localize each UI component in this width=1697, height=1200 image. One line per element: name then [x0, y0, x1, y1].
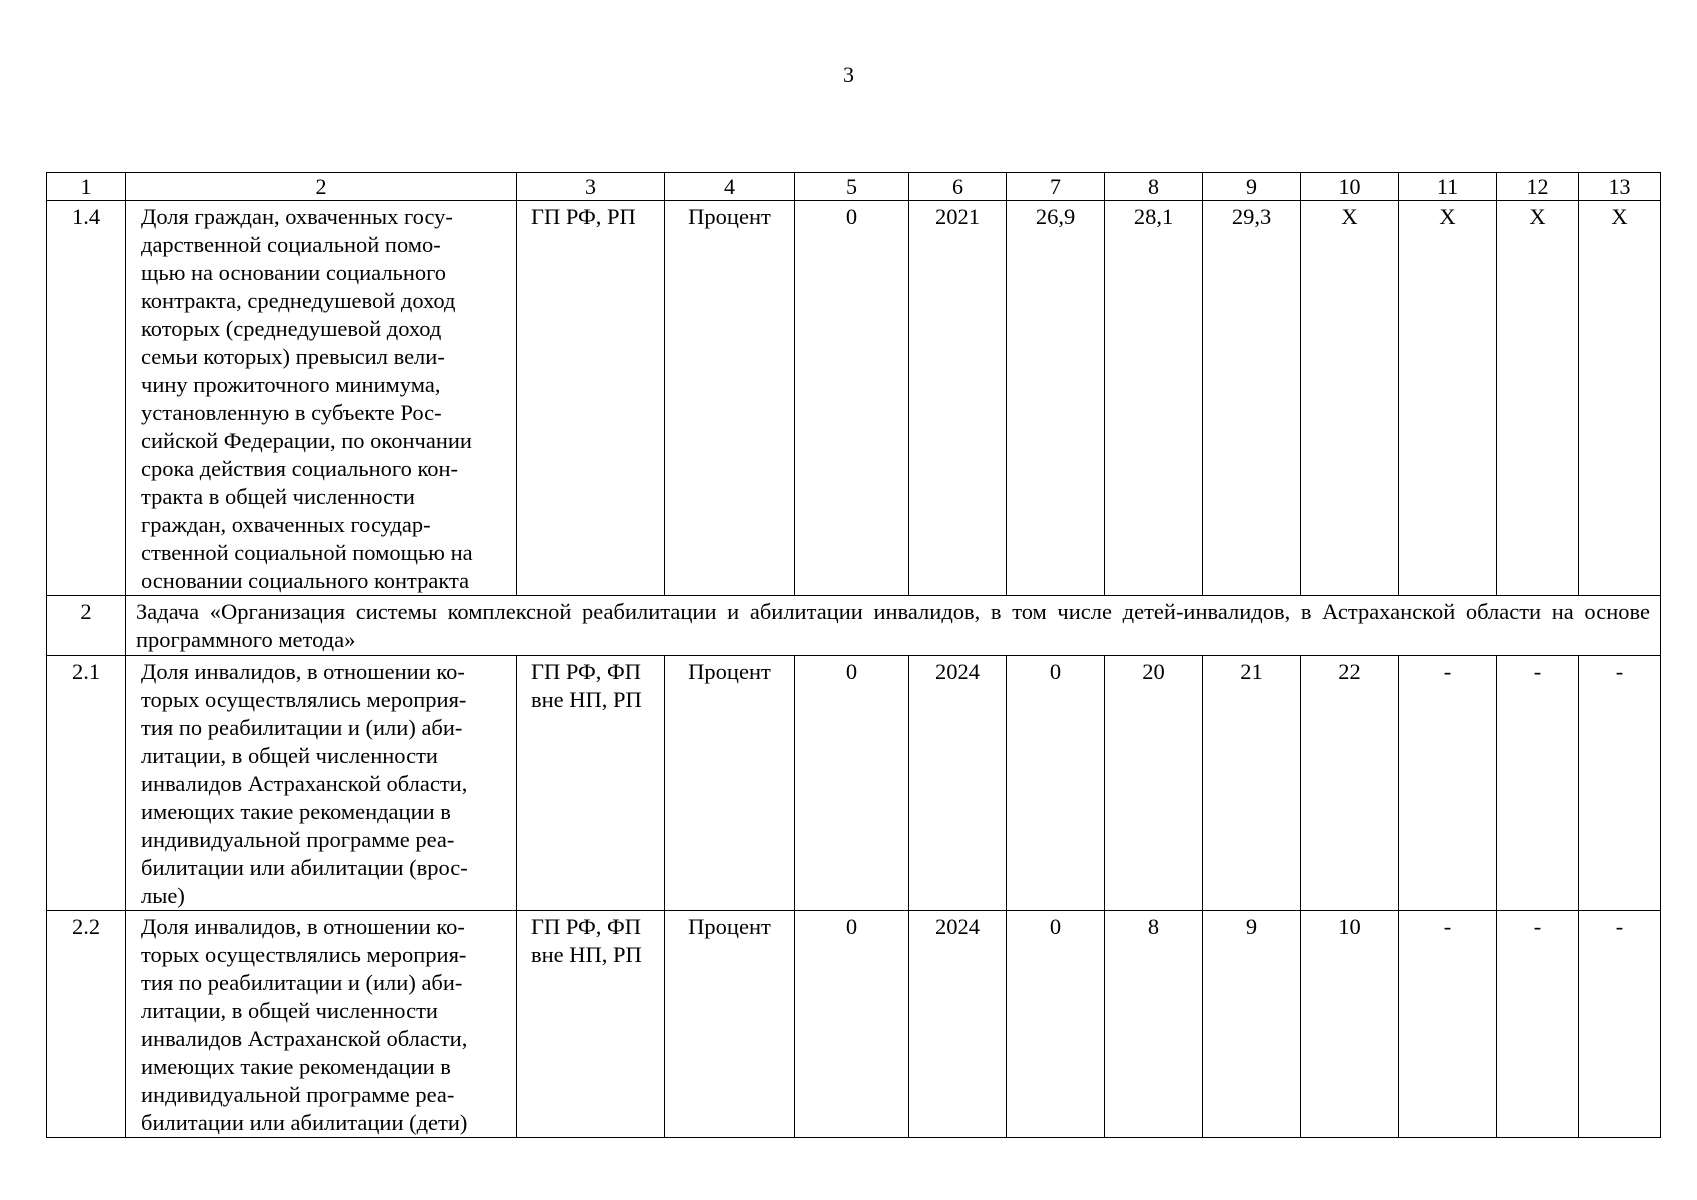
column-number: 11: [1399, 173, 1497, 201]
indicator-source-line: ГП РФ, ФП: [531, 659, 642, 684]
indicator-name-line: торых осуществлялись мероприя-: [141, 687, 467, 712]
table-row: [47, 596, 1661, 656]
indicator-name-line: граждан, охваченных государ-: [141, 512, 431, 537]
indicator-value: 20: [1105, 656, 1203, 911]
indicator-name-line: имеющих такие рекомендации в: [141, 799, 451, 824]
indicator-name-line: ственной социальной помощью на: [141, 540, 473, 565]
indicator-unit: Процент: [665, 656, 795, 911]
page-number: 3: [843, 62, 854, 87]
indicator-name-line: Доля инвалидов, в отношении ко-: [141, 914, 465, 939]
indicator-value: Х: [1399, 201, 1497, 596]
indicator-value: 22: [1301, 656, 1399, 911]
indicator-value: 9: [1203, 911, 1301, 1138]
indicator-name-line: индивидуальной программе реа-: [141, 1082, 455, 1107]
indicator-value: 29,3: [1203, 201, 1301, 596]
indicator-source-line: вне НП, РП: [531, 687, 642, 712]
indicator-value: -: [1579, 656, 1661, 911]
indicator-value: 26,9: [1007, 201, 1105, 596]
indicator-value: Х: [1301, 201, 1399, 596]
indicator-name-line: чину прожиточного минимума,: [141, 372, 441, 397]
indicator-name-line: литации, в общей численности: [141, 998, 438, 1023]
column-number: 13: [1579, 173, 1661, 201]
column-number: 8: [1105, 173, 1203, 201]
indicators-table: [46, 172, 1661, 1138]
indicator-name-line: семьи которых) превысил вели-: [141, 344, 445, 369]
indicator-source-line: ГП РФ, ФП: [531, 914, 642, 939]
indicator-name-line: установленную в субъекте Рос-: [141, 400, 442, 425]
indicator-value: 2024: [909, 911, 1007, 1138]
column-number: 5: [795, 173, 909, 201]
indicator-unit: Процент: [665, 201, 795, 596]
indicator-name-line: лые): [141, 883, 185, 908]
indicator-value: 0: [1007, 911, 1105, 1138]
indicator-name-line: срока действия социального кон-: [141, 456, 459, 481]
row-number: 1.4: [47, 201, 126, 596]
indicator-name-line: сийской Федерации, по окончании: [141, 428, 472, 453]
indicator-name-line: тия по реабилитации и (или) аби-: [141, 970, 463, 995]
indicator-value: 28,1: [1105, 201, 1203, 596]
indicator-value: -: [1399, 911, 1497, 1138]
column-number: 7: [1007, 173, 1105, 201]
row-number: 2.2: [47, 911, 126, 1138]
indicator-name-line: инвалидов Астраханской области,: [141, 771, 468, 796]
indicator-name-line: имеющих такие рекомендации в: [141, 1054, 451, 1079]
column-number: 3: [517, 173, 665, 201]
column-number: 1: [47, 173, 126, 201]
indicator-name-line: основании социального контракта: [141, 568, 470, 593]
indicator-value: Х: [1579, 201, 1661, 596]
indicator-value: 8: [1105, 911, 1203, 1138]
indicator-value: 0: [1007, 656, 1105, 911]
indicator-name-line: Доля инвалидов, в отношении ко-: [141, 659, 465, 684]
indicator-name: [126, 656, 517, 911]
column-number-row: [47, 173, 1661, 201]
indicator-value: 21: [1203, 656, 1301, 911]
indicator-name-line: инвалидов Астраханской области,: [141, 1026, 468, 1051]
indicator-name-line: контракта, среднедушевой доход: [141, 288, 456, 313]
indicator-source-line: вне НП, РП: [531, 942, 642, 967]
indicator-value: -: [1497, 911, 1579, 1138]
indicator-value: Х: [1497, 201, 1579, 596]
indicator-name-line: билитации или абилитации (дети): [141, 1110, 468, 1135]
indicator-name-line: которых (среднедушевой доход: [141, 316, 442, 341]
column-number: 12: [1497, 173, 1579, 201]
column-number: 4: [665, 173, 795, 201]
indicator-source: [517, 201, 665, 596]
column-number: 9: [1203, 173, 1301, 201]
indicator-value: 2021: [909, 201, 1007, 596]
indicator-name-line: щью на основании социального: [141, 260, 447, 285]
indicator-value: 0: [795, 656, 909, 911]
table-row: [47, 201, 1661, 596]
column-number: 2: [126, 173, 517, 201]
indicator-value: 10: [1301, 911, 1399, 1138]
indicator-unit: Процент: [665, 911, 795, 1138]
indicator-name-line: билитации или абилитации (врос-: [141, 855, 468, 880]
indicator-name-line: тракта в общей численности: [141, 484, 415, 509]
table-row: [47, 911, 1661, 1138]
indicator-value: 0: [795, 911, 909, 1138]
indicator-source: [517, 911, 665, 1138]
indicator-source: [517, 656, 665, 911]
indicator-name-line: тия по реабилитации и (или) аби-: [141, 715, 463, 740]
table-row: [47, 656, 1661, 911]
indicator-value: 2024: [909, 656, 1007, 911]
indicator-value: 0: [795, 201, 909, 596]
indicator-value: -: [1497, 656, 1579, 911]
indicator-name-line: литации, в общей численности: [141, 743, 438, 768]
column-number: 6: [909, 173, 1007, 201]
indicator-name-line: дарственной социальной помо-: [141, 232, 441, 257]
indicator-value: -: [1399, 656, 1497, 911]
indicator-name-line: Доля граждан, охваченных госу-: [141, 204, 453, 229]
indicator-name: [126, 201, 517, 596]
indicator-value: -: [1579, 911, 1661, 1138]
row-number: 2: [47, 596, 126, 656]
task-heading: Задача «Организация системы комплексной реабилитации и абилитации инвалидов, в том числе детей-инвалидов, в Астраханской области на основе программного метода»: [126, 596, 1661, 656]
column-number: 10: [1301, 173, 1399, 201]
row-number: 2.1: [47, 656, 126, 911]
indicator-name-line: индивидуальной программе реа-: [141, 827, 455, 852]
indicator-name: [126, 911, 517, 1138]
indicator-source-line: ГП РФ, РП: [531, 204, 636, 229]
indicator-name-line: торых осуществлялись мероприя-: [141, 942, 467, 967]
